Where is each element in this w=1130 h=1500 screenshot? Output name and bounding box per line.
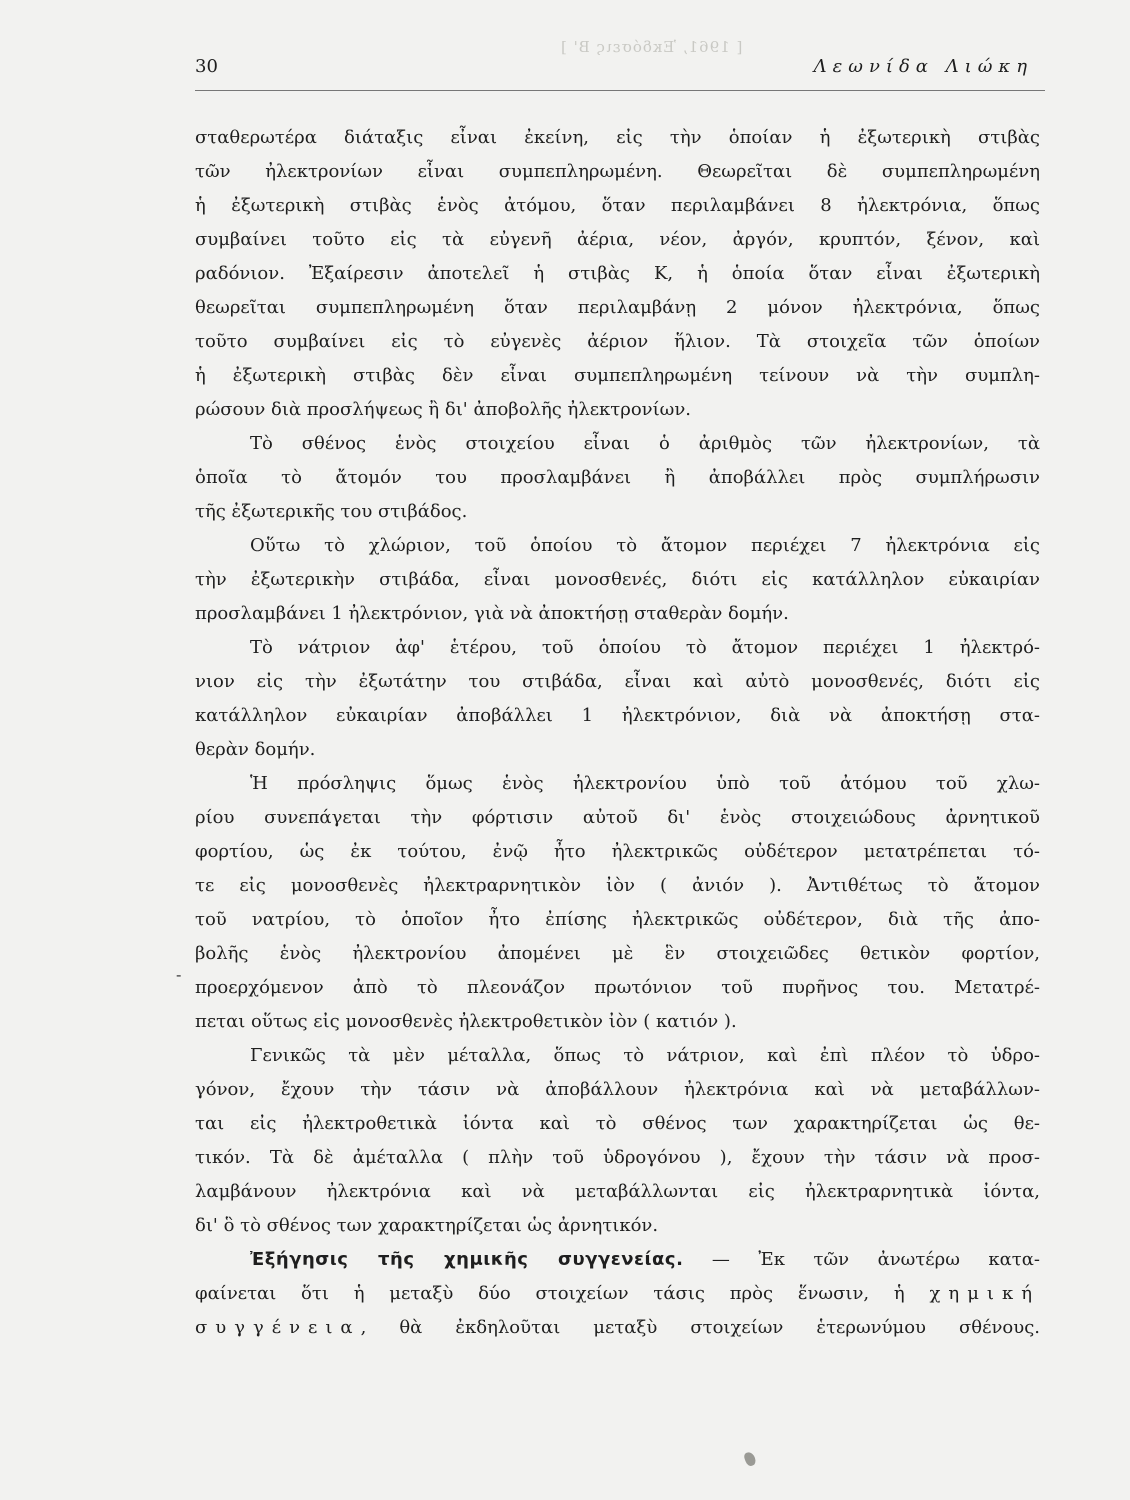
text-line [195, 631, 1040, 665]
text-run: ἡ ἐξωτερικὴ στιβὰς ἑνὸς ἀτόμου, ὅταν περιλαμβάνει 8 ἠλεκτρόνια, ὅπως [195, 195, 1040, 216]
text-line [195, 223, 1040, 257]
text-run: Τὸ σθένος ἑνὸς στοιχείου εἶναι ὁ ἀριθμὸς τῶν ἠλεκτρονίων, τὰ [250, 433, 1040, 454]
text-run: ὁποῖα τὸ ἄτομόν του προσλαμβάνει ἢ ἀποβάλλει πρὸς συμπλήρωσιν [195, 467, 1040, 488]
text-run: τοῦτο συμβαίνει εἰς τὸ εὐγενὲς ἀέριον ἥλιον. Τὰ στοιχεῖα τῶν ὁποίων [195, 331, 1040, 352]
text-line [195, 1039, 1040, 1073]
text-line [195, 155, 1040, 189]
text-run: προερχόμενον ἀπὸ τὸ πλεονάζον πρωτόνιον τοῦ πυρῆνος του. Μετατρέ- [195, 977, 1040, 998]
text-run: βολῆς ἑνὸς ἠλεκτρονίου ἀπομένει μὲ ἓν στοιχειῶδες θετικὸν φορτίον, [195, 943, 1040, 964]
paper-speck [743, 1451, 757, 1468]
text-line [195, 1175, 1040, 1209]
text-run: δι' ὃ τὸ σθένος των χαρακτηρίζεται ὡς ἀρνητικόν. [195, 1215, 659, 1236]
section-heading: Ἐξήγησις τῆς χημικῆς συγγενείας. [250, 1249, 684, 1270]
text-line [195, 461, 1040, 495]
text-line [195, 427, 1040, 461]
text-line [195, 903, 1040, 937]
text-run: φαίνεται ὅτι ἡ μεταξὺ δύο στοιχείων τάσις πρὸς ἕνωσιν, ἡ [195, 1283, 930, 1304]
text-run: προσλαμβάνει 1 ἠλεκτρόνιον, γιὰ νὰ ἀποκτήσῃ σταθερὰν δομήν. [195, 603, 789, 624]
text-line [195, 1073, 1040, 1107]
text-run: τῶν ἠλεκτρονίων εἶναι συμπεπληρωμένη. Θεωρεῖται δὲ συμπεπληρωμένη [195, 161, 1040, 182]
text-run: Οὕτω τὸ χλώριον, τοῦ ὁποίου τὸ ἄτομον περιέχει 7 ἠλεκτρόνια εἰς [250, 535, 1040, 556]
text-run: ρίου συνεπάγεται τὴν φόρτισιν αὐτοῦ δι' ἑνὸς στοιχειώδους ἀρνητικοῦ [195, 807, 1040, 828]
text-line [195, 869, 1040, 903]
text-line [195, 1277, 1040, 1311]
text-line [195, 359, 1040, 393]
running-head: Λεωνίδα Λιώκη [813, 56, 1033, 77]
text-run: τὴν ἐξωτερικὴν στιβάδα, εἶναι μονοσθενές, διότι εἰς κατάλληλον εὐκαιρίαν [195, 569, 1040, 590]
text-line [195, 597, 1040, 631]
text-run: συμβαίνει τοῦτο εἰς τὰ εὐγενῆ ἀέρια, νέον, ἀργόν, κρυπτόν, ξένον, καὶ [195, 229, 1040, 250]
text-run: ραδόνιον. Ἐξαίρεσιν ἀποτελεῖ ἡ στιβὰς Κ, ἡ ὁποία ὅταν εἶναι ἐξωτερικὴ [195, 263, 1040, 284]
text-line [195, 121, 1040, 155]
text-line [195, 495, 1040, 529]
text-run: ρώσουν διὰ προσλήψεως ἢ δι' ἀποβολῆς ἠλεκτρονίων. [195, 399, 692, 420]
text-line [195, 699, 1040, 733]
text-line [195, 1107, 1040, 1141]
text-line [195, 733, 1040, 767]
text-line [195, 1209, 1040, 1243]
text-run: — Ἐκ τῶν ἀνωτέρω κατα- [683, 1249, 1040, 1270]
spaced-term: χημική [929, 1283, 1040, 1304]
text-line [195, 393, 1040, 427]
text-line [195, 189, 1040, 223]
text-line [195, 325, 1040, 359]
text-run: θεωρεῖται συμπεπληρωμένη ὅταν περιλαμβάνῃ 2 μόνον ἠλεκτρόνια, ὅπως [195, 297, 1040, 318]
text-line [195, 801, 1040, 835]
text-run: τοῦ νατρίου, τὸ ὁποῖον ἦτο ἐπίσης ἠλεκτρικῶς οὐδέτερον, διὰ τῆς ἀπο- [195, 909, 1040, 930]
text-line [195, 1243, 1040, 1277]
text-line [195, 1141, 1040, 1175]
text-line [195, 1311, 1040, 1345]
text-run: Γενικῶς τὰ μὲν μέταλλα, ὅπως τὸ νάτριον, καὶ ἐπὶ πλέον τὸ ὑδρο- [250, 1045, 1040, 1066]
text-line [195, 529, 1040, 563]
text-line [195, 563, 1040, 597]
text-line [195, 937, 1040, 971]
text-line [195, 835, 1040, 869]
text-run: τῆς ἐξωτερικῆς του στιβάδος. [195, 501, 468, 522]
bleed-through-text: [ 1961, Ἐκδόσεις Β' ] [560, 38, 743, 56]
text-run: Ἡ πρόσληψις ὅμως ἑνὸς ἠλεκτρονίου ὑπὸ τοῦ ἀτόμου τοῦ χλω- [250, 773, 1040, 794]
text-run: πεται οὕτως εἰς μονοσθενὲς ἠλεκτροθετικὸν ἰὸν ( κατιόν ). [195, 1011, 737, 1032]
text-line [195, 257, 1040, 291]
text-run: ἡ ἐξωτερικὴ στιβὰς δὲν εἶναι συμπεπληρωμένη τείνουν νὰ τὴν συμπλη- [195, 365, 1040, 386]
text-run: θερὰν δομήν. [195, 739, 316, 760]
spaced-term: συγγένεια [195, 1317, 361, 1338]
text-run: ται εἰς ἠλεκτροθετικὰ ἰόντα καὶ τὸ σθένος των χαρακτηρίζεται ὡς θε- [195, 1113, 1040, 1134]
margin-mark: - [176, 965, 182, 984]
text-line [195, 971, 1040, 1005]
text-line [195, 665, 1040, 699]
text-run: σταθερωτέρα διάταξις εἶναι ἐκείνη, εἰς τὴν ὁποίαν ἡ ἐξωτερικὴ στιβὰς [195, 127, 1040, 148]
header-rule [195, 90, 1045, 91]
text-line [195, 767, 1040, 801]
text-run: λαμβάνουν ἠλεκτρόνια καὶ νὰ μεταβάλλωνται εἰς ἠλεκτραρνητικὰ ἰόντα, [195, 1181, 1040, 1202]
page-header [195, 52, 1033, 88]
text-run: φορτίου, ὡς ἐκ τούτου, ἐνῷ ἦτο ἠλεκτρικῶς οὐδέτερον μετατρέπεται τό- [195, 841, 1040, 862]
text-run: νιον εἰς τὴν ἐξωτάτην του στιβάδα, εἶναι καὶ αὐτὸ μονοσθενές, διότι εἰς [195, 671, 1040, 692]
text-run: τικόν. Τὰ δὲ ἀμέταλλα ( πλὴν τοῦ ὑδρογόνου ), ἔχουν τὴν τάσιν νὰ προσ- [195, 1147, 1040, 1168]
body-text [195, 121, 1040, 1345]
text-line [195, 1005, 1040, 1039]
text-run: , θὰ ἐκδηλοῦται μεταξὺ στοιχείων ἑτερωνύμου σθένους. [360, 1317, 1040, 1338]
page-number: 30 [195, 56, 218, 77]
text-run: κατάλληλον εὐκαιρίαν ἀποβάλλει 1 ἠλεκτρόνιον, διὰ νὰ ἀποκτήσῃ στα- [195, 705, 1040, 726]
text-line [195, 291, 1040, 325]
text-run: γόνον, ἔχουν τὴν τάσιν νὰ ἀποβάλλουν ἠλεκτρόνια καὶ νὰ μεταβάλλων- [195, 1079, 1040, 1100]
text-run: τε εἰς μονοσθενὲς ἠλεκτραρνητικὸν ἰὸν ( ἀνιόν ). Ἀντιθέτως τὸ ἄτομον [195, 875, 1040, 896]
text-run: Τὸ νάτριον ἀφ' ἑτέρου, τοῦ ὁποίου τὸ ἄτομον περιέχει 1 ἠλεκτρό- [250, 637, 1040, 658]
